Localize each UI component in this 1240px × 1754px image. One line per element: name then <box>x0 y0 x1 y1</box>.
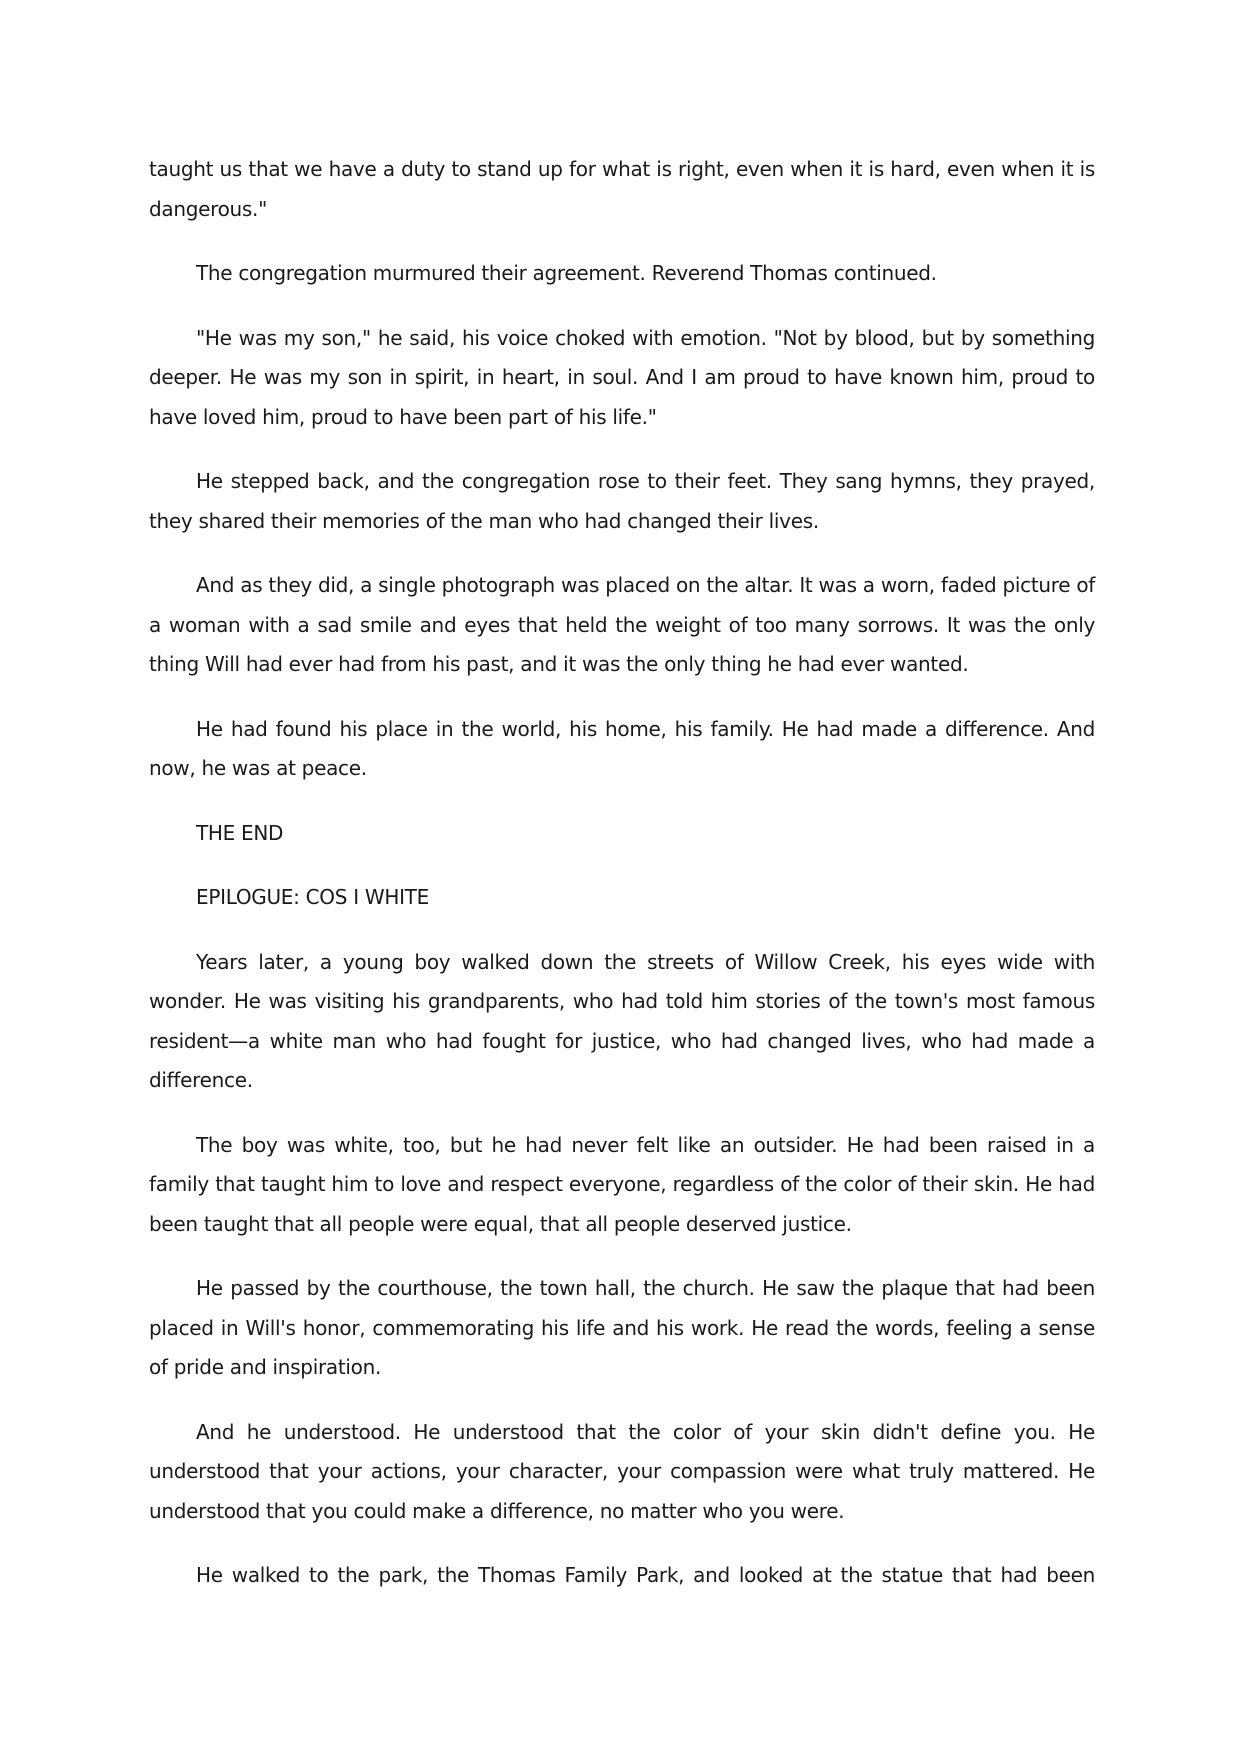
paragraph: And as they did, a single photograph was placed on the altar. It was a worn, faded picture of a woman with a sad smile and eyes that held the weight of too many sorrows. It was the only thing Will had ever had from his past, and it was the only thing he had ever wanted. <box>149 573 1095 676</box>
paragraph: He passed by the courthouse, the town hall, the church. He saw the plaque that had been placed in Will's honor, commemorating his life and his work. He read the words, feeling a sense of pride and inspiration. <box>149 1276 1095 1379</box>
document-page <box>149 150 1095 1596</box>
paragraph: "He was my son," he said, his voice choked with emotion. "Not by blood, but by something deeper. He was my son in spirit, in heart, in soul. And I am proud to have known him, proud to have loved him, proud to have been part of his life." <box>149 325 1095 429</box>
paragraph: The congregation murmured their agreement. Reverend Thomas continued. <box>196 261 937 285</box>
epilogue-heading: EPILOGUE: COS I WHITE <box>196 885 429 909</box>
paragraph: He walked to the park, the Thomas Family Park, and looked at the statue that had been <box>196 1563 1095 1587</box>
the-end-heading: THE END <box>196 820 284 845</box>
paragraph: The boy was white, too, but he had never felt like an outsider. He had been raised in a family that taught him to love and respect everyone, regardless of the color of their skin. He had been taught that all people were equal, that all people deserved justice. <box>149 1132 1095 1236</box>
paragraph: He stepped back, and the congregation rose to their feet. They sang hymns, they prayed, they shared their memories of the man who had changed their lives. <box>149 469 1095 533</box>
paragraph: And he understood. He understood that the color of your skin didn't define you. He understood that your actions, your character, your compassion were what truly mattered. He understood that you could make a difference, no matter who you were. <box>149 1419 1095 1523</box>
paragraph: He had found his place in the world, his home, his family. He had made a difference. And now, he was at peace. <box>149 716 1095 780</box>
paragraph: Years later, a young boy walked down the streets of Willow Creek, his eyes wide with wonder. He was visiting his grandparents, who had told him stories of the town's most famous resident—a white man who had fought for justice, who had changed lives, who had made a difference. <box>149 949 1095 1092</box>
paragraph: taught us that we have a duty to stand up for what is right, even when it is hard, even when it is dangerous." <box>149 157 1095 221</box>
